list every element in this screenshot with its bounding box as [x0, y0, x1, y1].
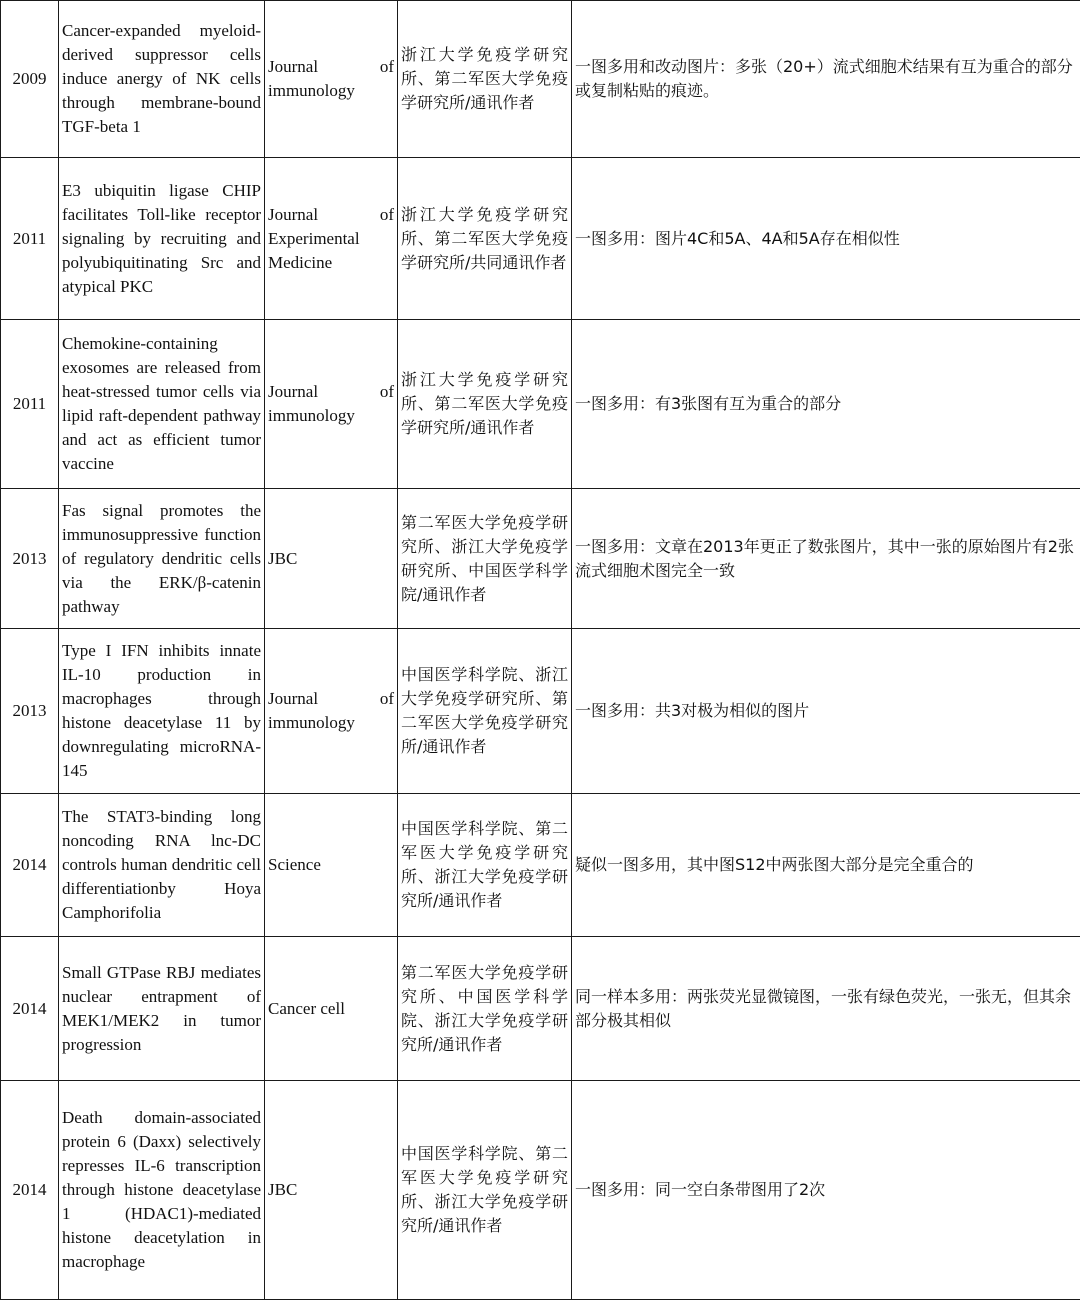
year-cell: 2014	[1, 794, 59, 937]
journal-cell: Journal of immunology	[265, 320, 398, 489]
year-cell: 2013	[1, 489, 59, 629]
issue-cell: 一图多用：图片4C和5A、4A和5A存在相似性	[572, 158, 1080, 320]
table-row	[1, 158, 1080, 320]
title-cell: Cancer-expanded myeloid-derived suppressor cells induce anergy of NK cells through membrane-bound TGF-beta 1	[59, 1, 265, 158]
title-cell: Type I IFN inhibits innate IL-10 production in macrophages through histone deacetylase 11 by downregulating microRNA-145	[59, 629, 265, 794]
title-cell: The STAT3-binding long noncoding RNA lnc-DC controls human dendritic cell differentiationby Hoya Camphorifolia	[59, 794, 265, 937]
issue-cell: 一图多用：同一空白条带图用了2次	[572, 1081, 1080, 1300]
table-row	[1, 1, 1080, 158]
table-row	[1, 320, 1080, 489]
journal-cell: Journal of immunology	[265, 1, 398, 158]
journal-cell: JBC	[265, 489, 398, 629]
title-cell: Fas signal promotes the immunosuppressive function of regulatory dendritic cells via the ERK/β-catenin pathway	[59, 489, 265, 629]
year-cell: 2014	[1, 937, 59, 1081]
journal-cell: JBC	[265, 1081, 398, 1300]
table-row	[1, 1081, 1080, 1300]
year-cell: 2009	[1, 1, 59, 158]
issue-cell: 同一样本多用：两张荧光显微镜图，一张有绿色荧光，一张无，但其余部分极其相似	[572, 937, 1080, 1081]
issue-cell: 疑似一图多用，其中图S12中两张图大部分是完全重合的	[572, 794, 1080, 937]
table-row	[1, 937, 1080, 1081]
institution-cell: 中国医学科学院、第二军医大学免疫学研究所、浙江大学免疫学研究所/通讯作者	[398, 794, 572, 937]
year-cell: 2014	[1, 1081, 59, 1300]
table-row	[1, 629, 1080, 794]
journal-cell: Cancer cell	[265, 937, 398, 1081]
year-cell: 2011	[1, 320, 59, 489]
institution-cell: 第二军医大学免疫学研究所、浙江大学免疫学研究所、中国医学科学院/通讯作者	[398, 489, 572, 629]
institution-cell: 第二军医大学免疫学研究所、中国医学科学院、浙江大学免疫学研究所/通讯作者	[398, 937, 572, 1081]
journal-cell: Journal of Experimental Medicine	[265, 158, 398, 320]
institution-cell: 中国医学科学院、第二军医大学免疫学研究所、浙江大学免疫学研究所/通讯作者	[398, 1081, 572, 1300]
institution-cell: 浙江大学免疫学研究所、第二军医大学免疫学研究所/通讯作者	[398, 1, 572, 158]
title-cell: Small GTPase RBJ mediates nuclear entrapment of MEK1/MEK2 in tumor progression	[59, 937, 265, 1081]
institution-cell: 浙江大学免疫学研究所、第二军医大学免疫学研究所/共同通讯作者	[398, 158, 572, 320]
issue-cell: 一图多用：共3对极为相似的图片	[572, 629, 1080, 794]
issue-cell: 一图多用：有3张图有互为重合的部分	[572, 320, 1080, 489]
issue-cell: 一图多用和改动图片：多张（20+）流式细胞术结果有互为重合的部分或复制粘贴的痕迹。	[572, 1, 1080, 158]
table-row	[1, 489, 1080, 629]
issue-cell: 一图多用：文章在2013年更正了数张图片，其中一张的原始图片有2张流式细胞术图完全一致	[572, 489, 1080, 629]
institution-cell: 浙江大学免疫学研究所、第二军医大学免疫学研究所/通讯作者	[398, 320, 572, 489]
title-cell: E3 ubiquitin ligase CHIP facilitates Toll-like receptor signaling by recruiting and polyubiquitinating Src and atypical PKC	[59, 158, 265, 320]
journal-cell: Journal of immunology	[265, 629, 398, 794]
year-cell: 2011	[1, 158, 59, 320]
institution-cell: 中国医学科学院、浙江大学免疫学研究所、第二军医大学免疫学研究所/通讯作者	[398, 629, 572, 794]
table-row	[1, 794, 1080, 937]
title-cell: Chemokine-containing exosomes are released from heat-stressed tumor cells via lipid raft-dependent pathway and act as efficient tumor vaccine	[59, 320, 265, 489]
year-cell: 2013	[1, 629, 59, 794]
title-cell: Death domain-associated protein 6 (Daxx) selectively represses IL-6 transcription through histone deacetylase 1 (HDAC1)-mediated histone deacetylation in macrophage	[59, 1081, 265, 1300]
journal-cell: Science	[265, 794, 398, 937]
